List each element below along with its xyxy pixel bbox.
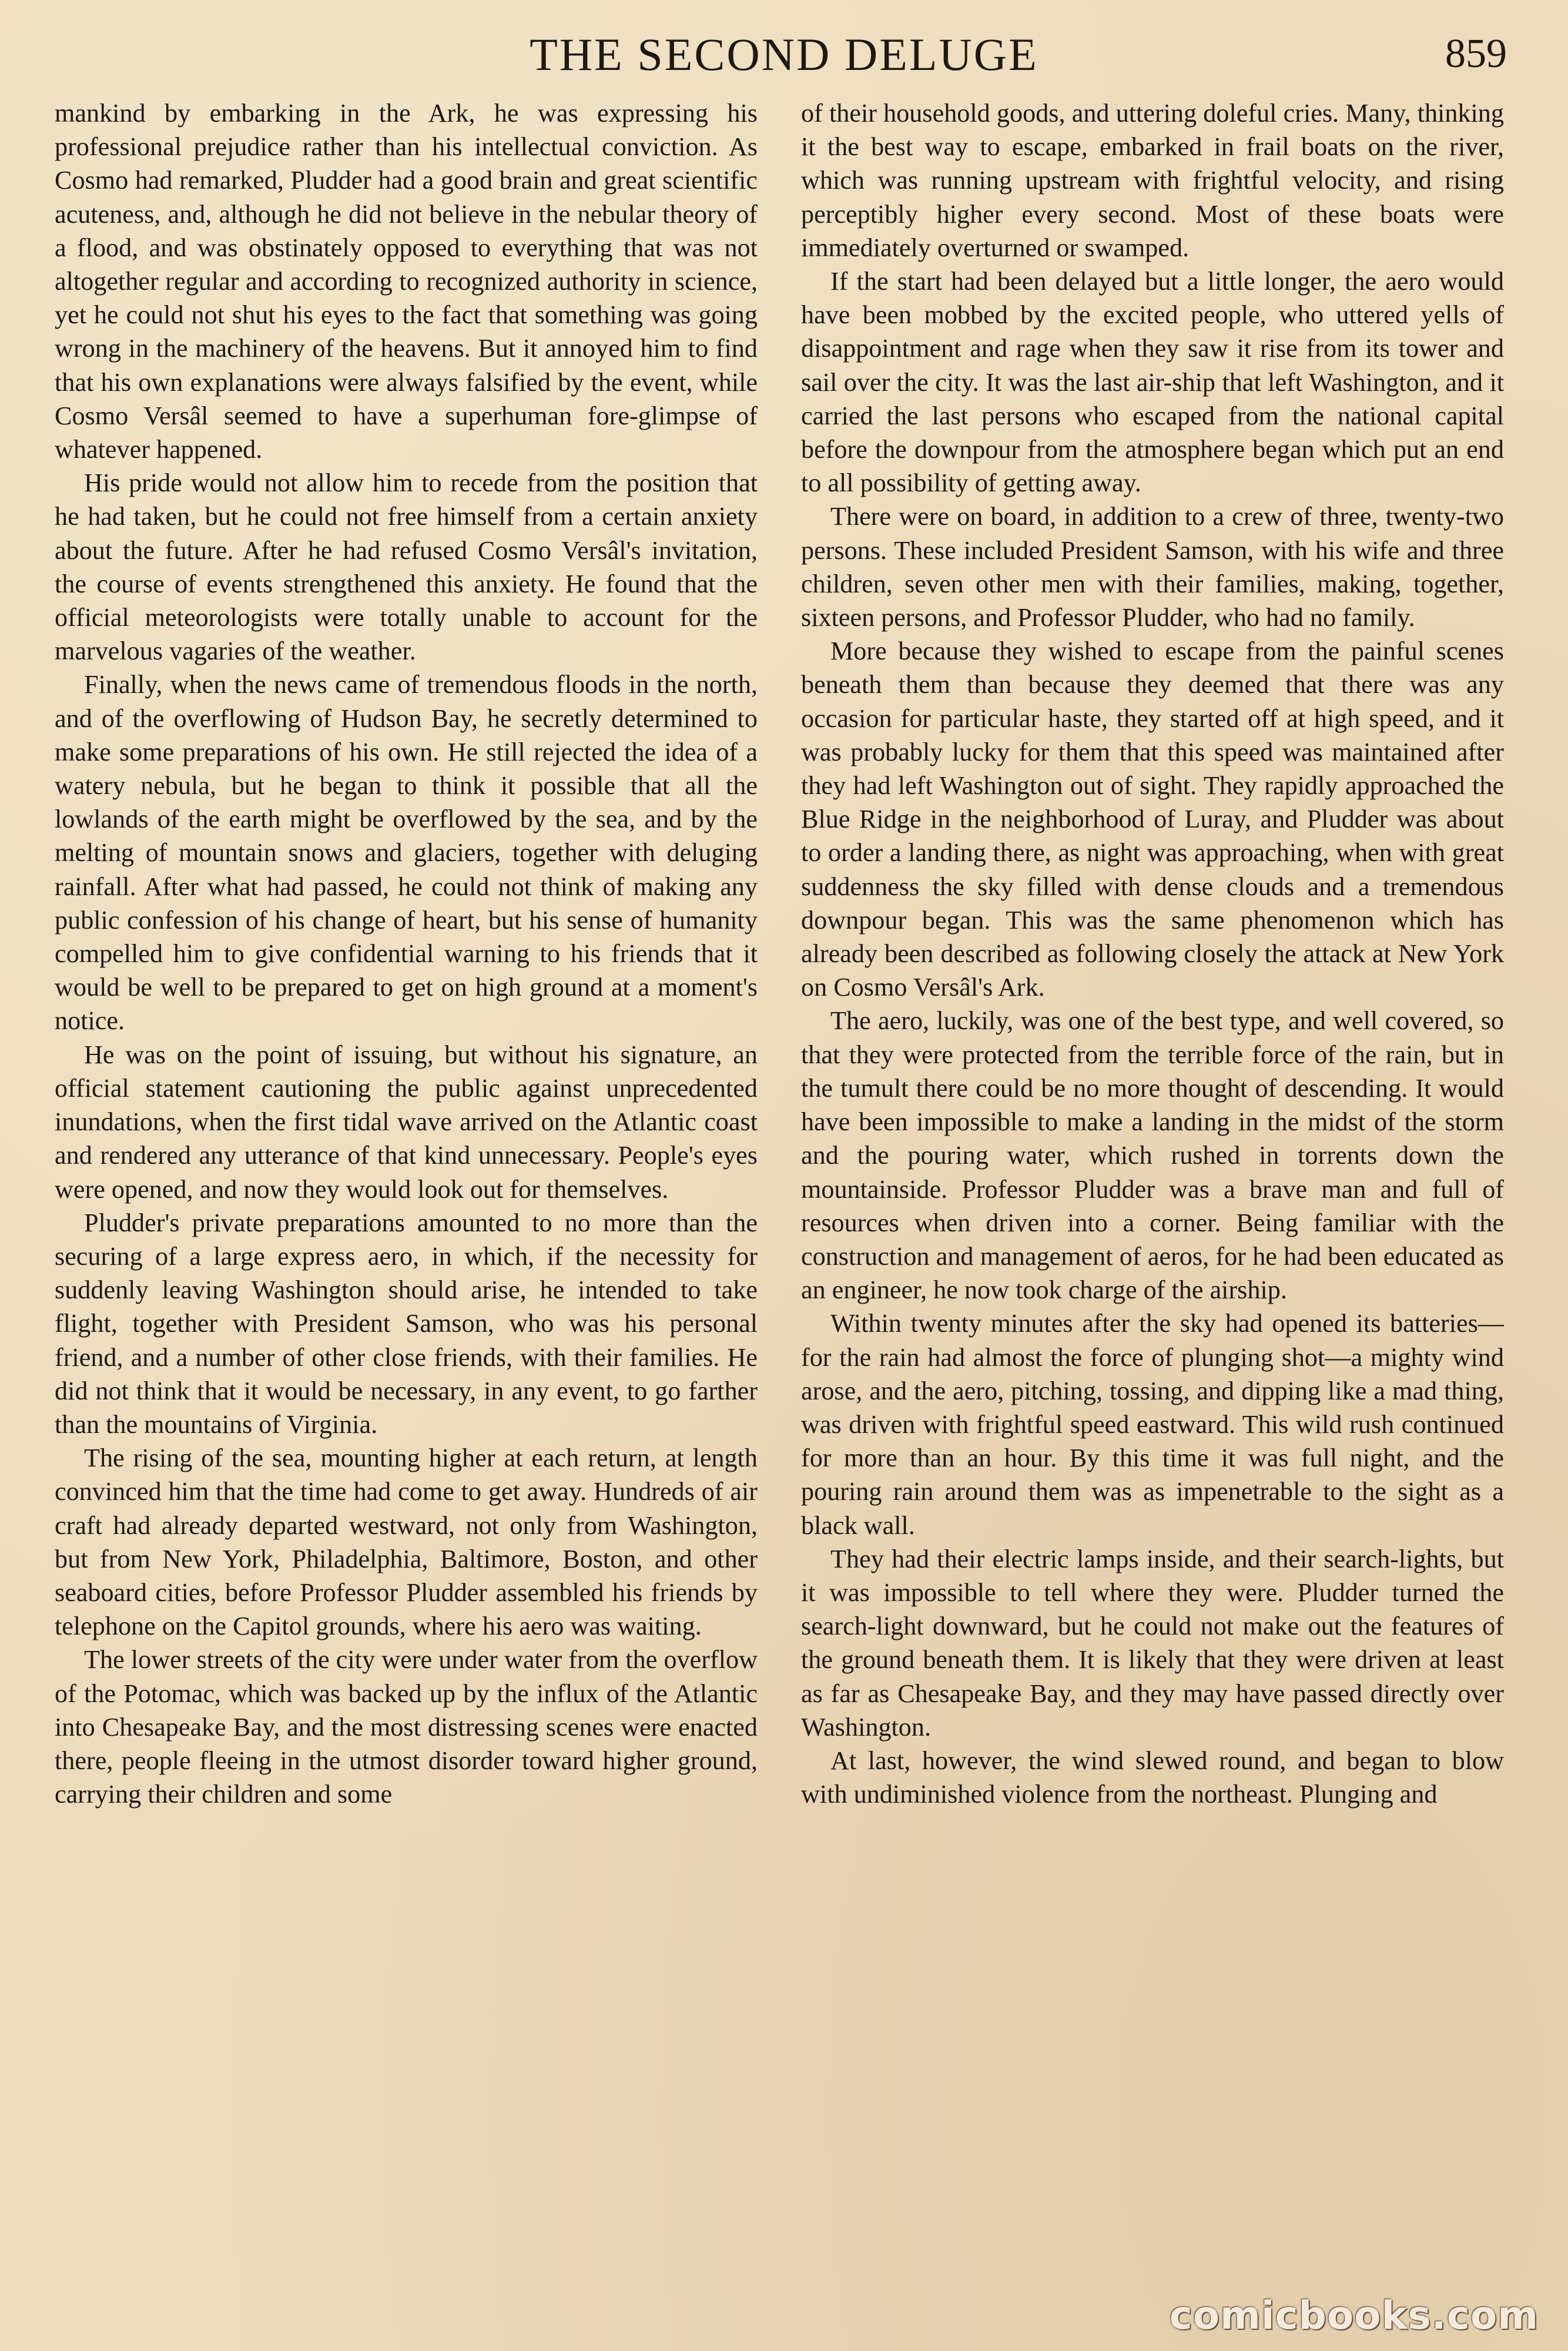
paragraph: The aero, luckily, was one of the best type, and well covered, so that they were protected from the terrible force of the rain, but in the tumult there could be no more thought of descending. It would have been impossible to make a landing in the midst of the storm and the pouring water, which rushed in torrents down the mountainside. Professor Pludder was a brave man and full of resources when driven into a corner. Being familiar with the construction and management of aeros, for he had been educated as an engineer, he now took charge of the airship.	[801, 1006, 1504, 1305]
paragraph: More because they wished to escape from the painful scenes beneath them than because they deemed that there was any occasion for particular haste, they started off at high speed, and it was probably lucky for them that this speed was maintained after they had left Washington out of sight. They rapidly approached the Blue Ridge in the neighborhood of Luray, and Pludder was about to order a landing there, as night was approaching, when with great suddenness the sky filled with dense clouds and a tremendous downpour began. This was the same phenomenon which has already been described as following closely the attack at New York on Cosmo Versâl's Ark.	[801, 637, 1504, 1002]
paragraph: The lower streets of the city were under water from the overflow of the Potomac, which was backed up by the influx of the Atlantic into Chesapeake Bay, and the most distressing scenes were enacted there, people fleeing in the utmost disorder toward higher ground, carrying their children and some	[55, 1645, 758, 1809]
running-title: THE SECOND DELUGE	[530, 29, 1038, 80]
paragraph: Within twenty minutes after the sky had opened its batteries—for the rain had almost the force of plunging shot—a mighty wind arose, and the aero, pitching, tossing, and dipping like a mad thing, was driven with frightful speed eastward. This wild rush continued for more than an hour. By this time it was full night, and the pouring rain around them was as impenetrable to the sight as a black wall.	[801, 1309, 1504, 1540]
paragraph: The rising of the sea, mounting higher at each return, at length convinced him that the time had come to get away. Hundreds of air craft had already departed westward, not only from Washington, but from New York, Philadelphia, Baltimore, Boston, and other seaboard cities, before Professor Pludder assembled his friends by telephone on the Capitol grounds, where his aero was waiting.	[55, 1444, 758, 1641]
left-column	[55, 96, 758, 2330]
page-header	[0, 24, 1568, 94]
watermark: comicbooks.com	[1169, 2293, 1539, 2338]
paragraph: mankind by embarking in the Ark, he was expressing his professional prejudice rather than his intellectual conviction. As Cosmo had remarked, Pludder had a good brain and great scientific acuteness, and, although he did not believe in the nebular theory of a flood, and was obstinately opposed to everything that was not altogether regular and according to recognized authority in science, yet he could not shut his eyes to the fact that something was going wrong in the machinery of the heavens. But it annoyed him to find that his own explanations were always falsified by the event, while Cosmo Versâl seemed to have a superhuman fore-glimpse of whatever happened.	[55, 99, 758, 464]
paragraph: There were on board, in addition to a crew of three, twenty-two persons. These included President Samson, with his wife and three children, seven other men with their families, making, together, sixteen persons, and Professor Pludder, who had no family.	[801, 502, 1504, 632]
paragraph: If the start had been delayed but a little longer, the aero would have been mobbed by the excited people, who uttered yells of disappointment and rage when they saw it rise from its tower and sail over the city. It was the last air-ship that left Washington, and it carried the last persons who escaped from the national capital before the downpour from the atmosphere began which put an end to all possibility of getting away.	[801, 267, 1504, 498]
paragraph: Finally, when the news came of tremendous floods in the north, and of the overflowing of Hudson Bay, he secretly determined to make some preparations of his own. He still rejected the idea of a watery nebula, but he began to think it possible that all the lowlands of the earth might be overflowed by the sea, and by the melting of mountain snows and glaciers, together with deluging rainfall. After what had passed, he could not think of making any public confession of his change of heart, but his sense of humanity compelled him to give confidential warning to his friends that it would be well to be prepared to get on high ground at a moment's notice.	[55, 670, 758, 1036]
paragraph: Pludder's private preparations amounted to no more than the securing of a large express aero, in which, if the necessity for suddenly leaving Washington should arise, he intended to take flight, together with President Samson, who was his personal friend, and a number of other close friends, with their families. He did not think that it would be necessary, in any event, to go farther than the mountains of Virginia.	[55, 1208, 758, 1439]
paragraph: His pride would not allow him to recede from the position that he had taken, but he could not free himself from a certain anxiety about the future. After he had refused Cosmo Versâl's invitation, the course of events strengthened this anxiety. He found that the official meteorologists were totally unable to account for the marvelous vagaries of the weather.	[55, 468, 758, 666]
right-column	[801, 96, 1504, 2330]
page-number: 859	[1445, 31, 1507, 76]
paragraph: They had their electric lamps inside, and their search-lights, but it was impossible to tell where they were. Pludder turned the search-light downward, but he could not make out the features of the ground beneath them. It is likely that they were driven at least as far as Chesapeake Bay, and they may have passed directly over Washington.	[801, 1544, 1504, 1742]
paragraph: of their household goods, and uttering doleful cries. Many, thinking it the best way to escape, embarked in frail boats on the river, which was running upstream with frightful velocity, and rising perceptibly higher every second. Most of these boats were immediately overturned or swamped.	[801, 99, 1504, 262]
paragraph: He was on the point of issuing, but without his signature, an official statement cautioning the public against unprecedented inundations, when the first tidal wave arrived on the Atlantic coast and rendered any utterance of that kind unnecessary. People's eyes were opened, and now they would look out for themselves.	[55, 1040, 758, 1204]
paragraph: At last, however, the wind slewed round, and began to blow with undiminished violence from the northeast. Plunging and	[801, 1746, 1504, 1809]
